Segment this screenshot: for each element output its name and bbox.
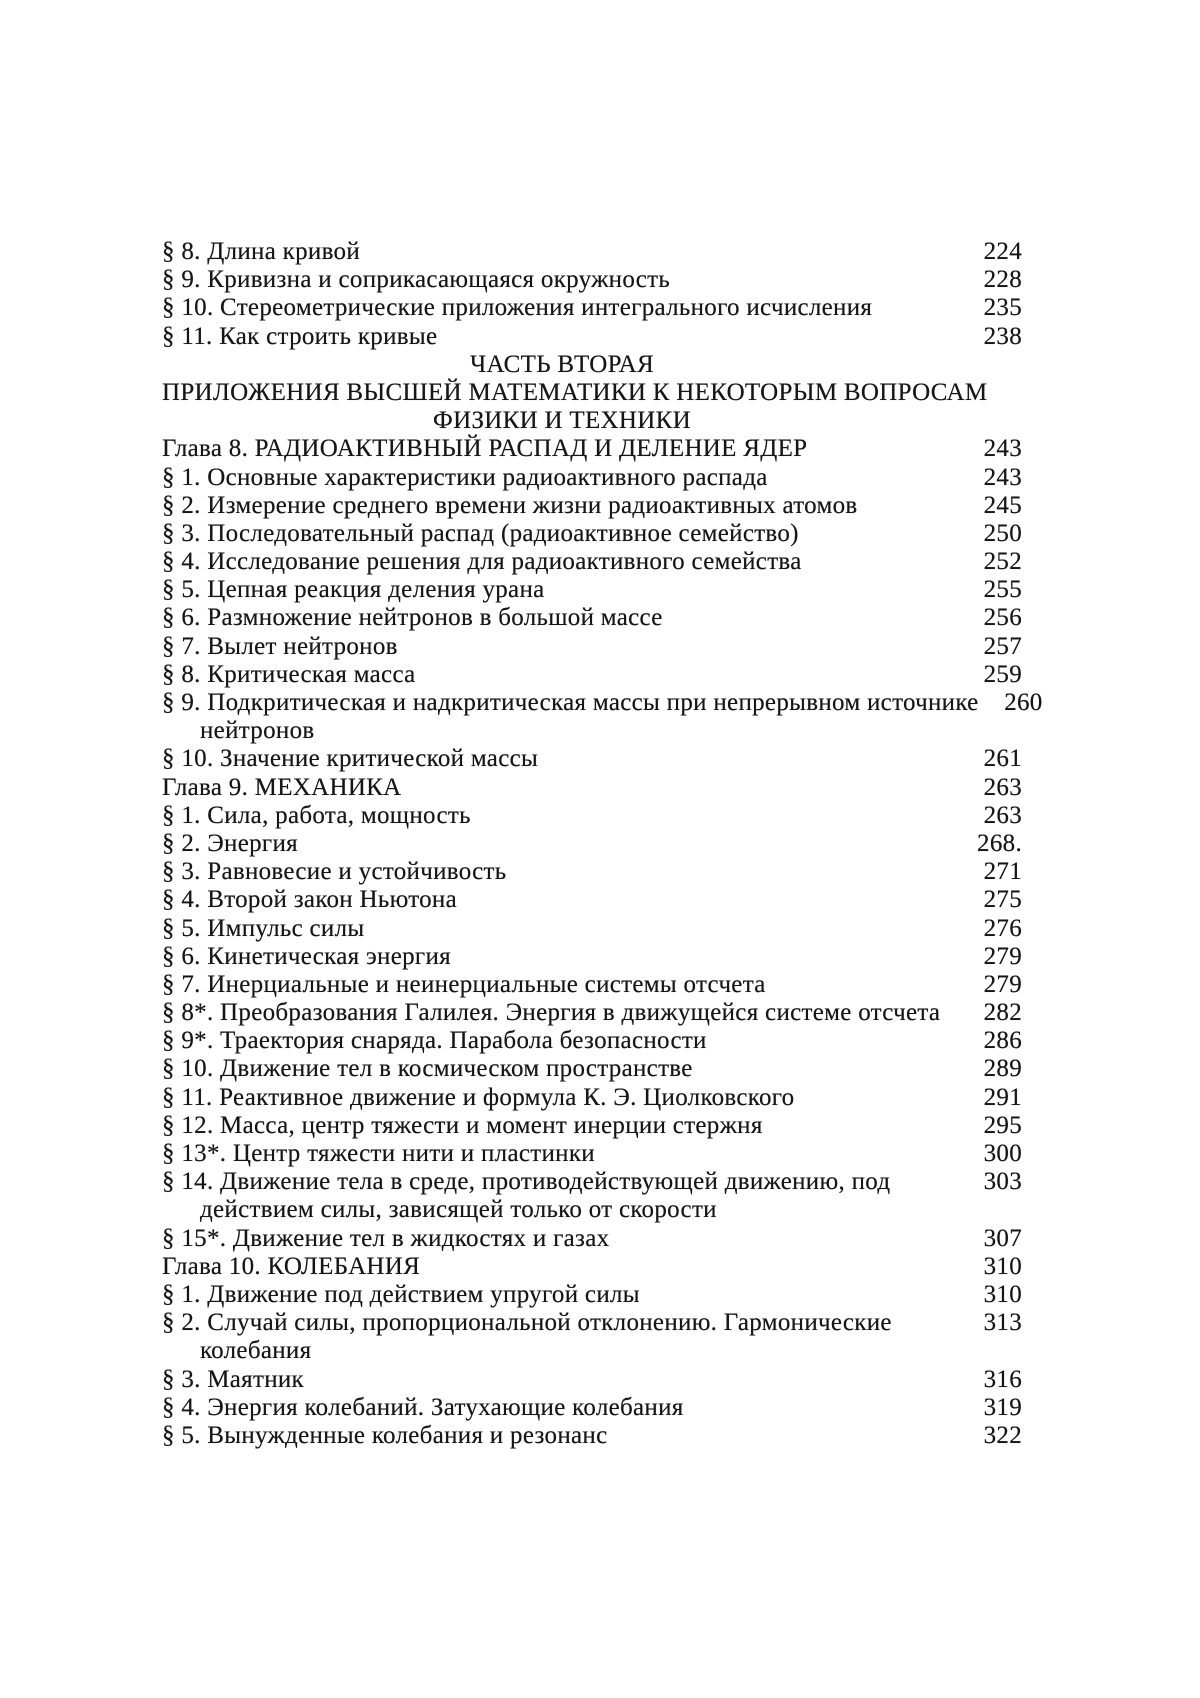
toc-entry-text: § 7. Инерциальные и неинерциальные системы отсчета [162,970,766,998]
toc-entry-row [162,576,1022,604]
toc-entry-row [162,1225,1022,1253]
toc-entry-text: § 8*. Преобразования Галилея. Энергия в движущейся системе отсчета [162,999,941,1027]
toc-entry-text: § 4. Исследование решения для радиоактивного семейства [162,548,802,576]
toc-entry-text: § 3. Последовательный распад (радиоактивное семейство) [162,519,799,547]
toc-part-heading [162,407,1022,435]
toc-entry-row [162,1366,1022,1394]
toc-continuation-row [162,717,1022,745]
toc-entry-row [162,1394,1022,1422]
toc-entry-text: § 15*. Движение тел в жидкостях и газах [162,1224,610,1252]
toc-page-number: 263 [983,773,1022,801]
toc-entry-text: § 9*. Траектория снаряда. Парабола безопасности [162,1027,707,1055]
toc-entry-row [162,520,1022,548]
toc-entry-row [162,1309,1022,1337]
toc-page-number: 307 [983,1224,1022,1252]
toc-page-number: 235 [983,294,1022,322]
toc-entry-row [162,1112,1022,1140]
toc-entry-row [162,464,1022,492]
toc-entry-row [162,830,1022,858]
toc-entry-text: § 10. Стереометрические приложения интегрального исчисления [162,294,873,322]
toc-entry-text: § 5. Импульс силы [162,914,365,942]
toc-page-number: 243 [983,463,1022,491]
toc-heading-text: ПРИЛОЖЕНИЯ ВЫСШЕЙ МАТЕМАТИКИ К НЕКОТОРЫМ ВОПРОСАМ [162,378,988,406]
toc-page-number: 263 [983,801,1022,829]
toc-entry-text: § 14. Движение тела в среде, противодействующей движению, под [162,1168,891,1196]
toc-entry-text: Глава 8. РАДИОАКТИВНЫЙ РАСПАД И ДЕЛЕНИЕ ЯДЕР [162,435,808,463]
toc-entry-row [162,492,1022,520]
toc-page-number: 255 [983,576,1022,604]
toc-entry-row [162,548,1022,576]
toc-entry-text: § 11. Как строить кривые [162,322,438,350]
toc-entry-row [162,745,1022,773]
toc-entry-row [162,971,1022,999]
toc-entry-text: § 7. Вылет нейтронов [162,632,398,660]
toc-page-number: 224 [983,238,1022,265]
toc-heading-text: ЧАСТЬ ВТОРАЯ [470,350,654,378]
toc-page-number: 268. [977,829,1022,857]
toc-entry-row [162,858,1022,886]
toc-entry-text: § 3. Равновесие и устойчивость [162,858,507,886]
toc-entry-text: § 8. Длина кривой [162,238,361,265]
toc-entry-text: нейтронов [200,717,315,745]
toc-page-number: 300 [983,1140,1022,1167]
toc-entry-row [162,999,1022,1027]
toc-entry-text: Глава 9. МЕХАНИКА [162,773,402,801]
toc-entry-row [162,689,1043,717]
toc-entry-text: § 12. Масса, центр тяжести и момент инерции стержня [162,1111,763,1139]
toc-entry-text: § 2. Энергия [162,829,298,857]
toc-page-number: 322 [983,1421,1022,1449]
toc-entry-row [162,661,1022,689]
toc-entry-text: § 8. Критическая масса [162,660,416,688]
toc-entry-row [162,802,1022,830]
toc-page-number: 250 [983,519,1022,547]
toc-entry-row [162,266,1022,294]
toc-entry-text: колебания [200,1337,312,1365]
toc-page-number: 259 [983,660,1022,688]
toc-entry-text: § 6. Кинетическая энергия [162,942,451,970]
toc-entry-text: § 6. Размножение нейтронов в большой массе [162,604,663,632]
toc-chapter-row [162,435,1022,463]
toc-page-number: 286 [983,1027,1022,1055]
toc-entry-row [162,1027,1022,1055]
toc-entry-text: § 5. Цепная реакция деления урана [162,576,545,604]
toc-entry-text: Глава 10. КОЛЕБАНИЯ [162,1252,421,1280]
toc-page-number: 282 [983,999,1022,1027]
toc-entry-text: § 3. Маятник [162,1365,305,1393]
toc-page-number: 256 [983,604,1022,632]
toc-page-number: 310 [983,1252,1022,1280]
toc-page-number: 245 [983,491,1022,519]
toc-entry-text: § 2. Измерение среднего времени жизни радиоактивных атомов [162,491,858,519]
toc-entry-row [162,1055,1022,1083]
toc-page-number: 243 [983,435,1022,463]
toc-entry-row [162,294,1022,322]
toc-entry-row [162,1084,1022,1112]
toc-page-number: 260 [1004,689,1043,716]
toc-page-number: 276 [983,914,1022,942]
toc-page-number: 261 [983,745,1022,773]
toc-entry-text: § 11. Реактивное движение и формула К. Э. Циолковского [162,1083,795,1111]
toc-part-heading [162,379,1022,407]
toc-page-number: 310 [983,1280,1022,1308]
toc-part-heading [162,351,1022,379]
toc-page-number: 289 [983,1055,1022,1083]
toc-chapter-row [162,1253,1022,1281]
toc-continuation-row [162,1196,1022,1224]
toc-page-number: 291 [983,1083,1022,1111]
toc-page-number: 279 [983,942,1022,970]
toc-entry-text: § 13*. Центр тяжести нити и пластинки [162,1140,595,1167]
toc-entry-row [162,915,1022,943]
toc-entry-text: § 10. Значение критической массы [162,745,539,773]
toc-chapter-row [162,774,1022,802]
toc-entry-row [162,1281,1022,1309]
toc-entry-row [162,1422,1022,1450]
toc-page-number: 275 [983,886,1022,914]
toc-entry-row [162,238,1022,266]
toc-page-number: 238 [983,322,1022,350]
toc-entry-row [162,323,1022,351]
toc-entry-row [162,943,1022,971]
toc-page-number: 279 [983,970,1022,998]
toc-heading-text: ФИЗИКИ И ТЕХНИКИ [433,407,691,435]
toc-entry-text: действием силы, зависящей только от скорости [200,1196,717,1224]
table-of-contents [162,238,1043,1450]
toc-entry-text: § 1. Движение под действием упругой силы [162,1280,640,1308]
toc-continuation-row [162,1337,1022,1365]
toc-page-number: 319 [983,1393,1022,1421]
toc-page-number: 316 [983,1365,1022,1393]
toc-entry-text: § 4. Энергия колебаний. Затухающие колебания [162,1393,684,1421]
toc-entry-row [162,604,1022,632]
toc-page-number: 313 [983,1309,1022,1337]
toc-entry-row [162,1168,1022,1196]
toc-entry-row [162,886,1022,914]
toc-page-number: 252 [983,548,1022,576]
toc-entry-text: § 4. Второй закон Ньютона [162,886,457,914]
toc-page-number: 271 [983,858,1022,886]
toc-entry-text: § 1. Сила, работа, мощность [162,801,471,829]
toc-entry-row [162,1140,1022,1168]
toc-entry-text: § 5. Вынужденные колебания и резонанс [162,1421,608,1449]
toc-entry-row [162,633,1022,661]
toc-entry-text: § 9. Кривизна и соприкасающаяся окружность [162,266,671,294]
toc-page-number: 228 [983,266,1022,294]
toc-page-number: 295 [983,1111,1022,1139]
toc-entry-text: § 10. Движение тел в космическом пространстве [162,1055,693,1083]
toc-entry-text: § 9. Подкритическая и надкритическая массы при непрерывном источнике [162,689,979,716]
toc-page-number: 303 [983,1168,1022,1196]
toc-entry-text: § 1. Основные характеристики радиоактивного распада [162,463,768,491]
toc-page-number: 257 [983,632,1022,660]
toc-entry-text: § 2. Случай силы, пропорциональной отклонению. Гармонические [162,1309,892,1337]
